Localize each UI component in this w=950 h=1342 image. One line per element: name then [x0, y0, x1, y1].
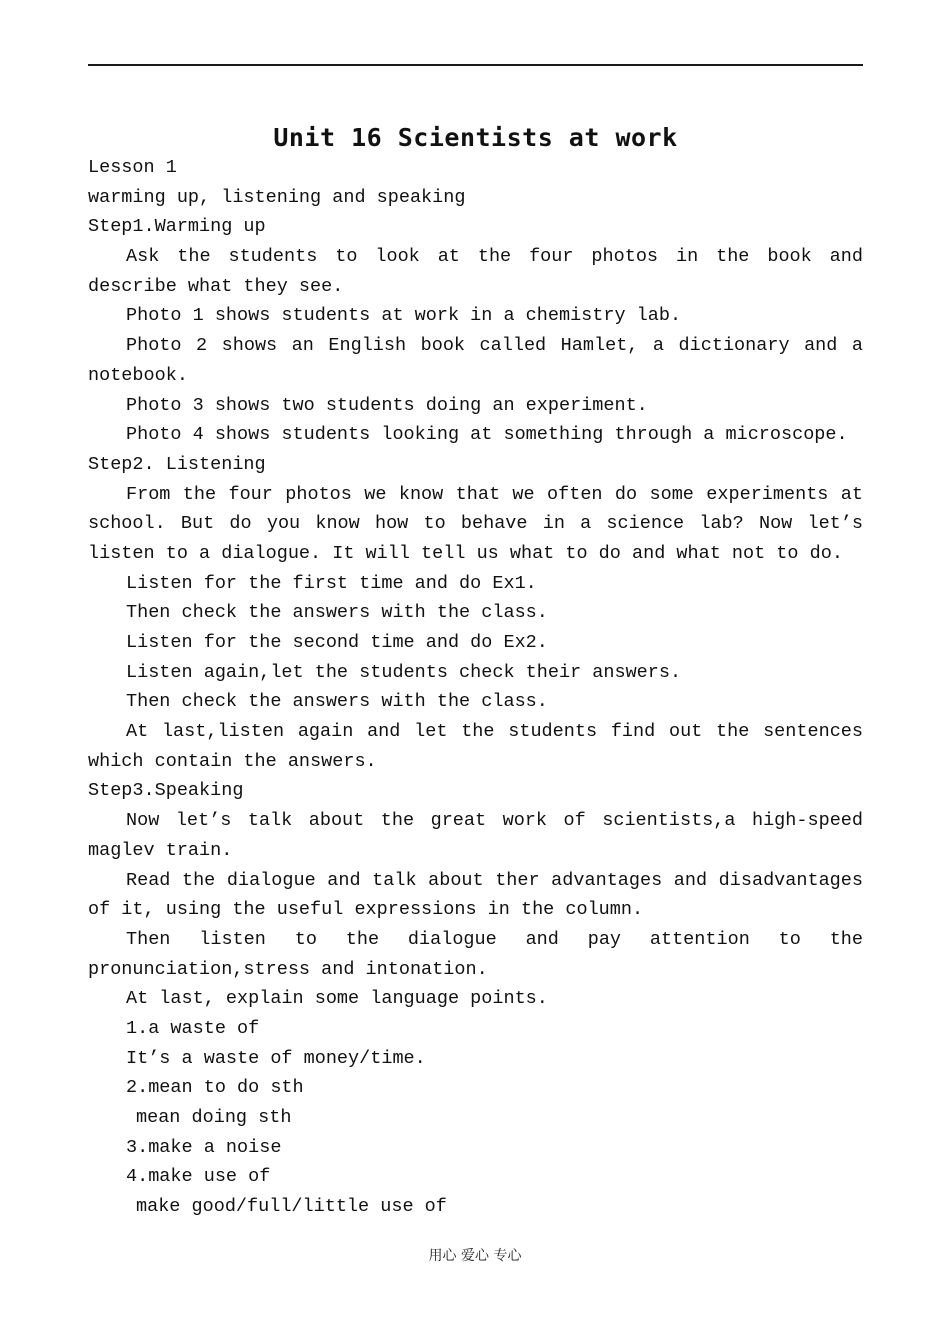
paragraph-line: Listen for the first time and do Ex1. — [126, 572, 537, 594]
paragraph-line: Read the dialogue and talk about ther advantages and disadvantages — [126, 869, 863, 891]
paragraph-line: pronunciation,stress and intonation. — [88, 958, 488, 980]
paragraph-line: notebook. — [88, 364, 188, 386]
paragraph-line: Then check the answers with the class. — [126, 602, 548, 624]
paragraph-line: Listen for the second time and do Ex2. — [126, 632, 548, 653]
paragraph-line: Then listen to the dialogue and pay attention to the — [126, 928, 863, 950]
paragraph-line: At last,listen again and let the students find out the sentences — [126, 721, 863, 743]
language-example: mean doing sth — [136, 1107, 292, 1128]
paragraph-line: listen to a dialogue. It will tell us what to do and what not to do. — [88, 542, 843, 564]
language-example: It’s a waste of money/time. — [126, 1047, 426, 1069]
paragraph-line: Then check the answers with the class. — [126, 691, 548, 713]
paragraph-line: school. But do you know how to behave in a science lab? Now let’s — [88, 513, 863, 535]
header-rule — [88, 64, 863, 66]
lesson-subheading: warming up, listening and speaking — [88, 186, 466, 208]
paragraph-line: Photo 1 shows students at work in a chemistry lab. — [126, 305, 682, 327]
paragraph-line: of it, using the useful expressions in the column. — [88, 899, 644, 921]
language-point: 4.make use of — [126, 1166, 271, 1188]
step2-heading: Step2. Listening — [88, 453, 266, 475]
language-point: 2.mean to do sth — [126, 1077, 304, 1099]
paragraph-line: Ask the students to look at the four photos in the book and — [126, 246, 863, 268]
paragraph-line: Listen again,let the students check their answers. — [126, 661, 682, 683]
language-example: make good/full/little use of — [136, 1196, 447, 1218]
paragraph-line: Photo 2 shows an English book called Hamlet, a dictionary and a — [126, 335, 863, 357]
paragraph-line: At last, explain some language points. — [126, 988, 548, 1010]
paragraph-line: Photo 3 shows two students doing an experiment. — [126, 394, 648, 416]
paragraph-line: which contain the answers. — [88, 750, 377, 772]
step1-heading: Step1.Warming up — [88, 216, 266, 238]
paragraph-line: Photo 4 shows students looking at something through a microscope. — [126, 424, 848, 446]
step3-heading: Step3.Speaking — [88, 780, 244, 802]
document-body — [88, 153, 863, 1222]
paragraph-line: Now let’s talk about the great work of scientists,a high-speed — [126, 810, 863, 832]
lesson-heading: Lesson 1 — [88, 157, 177, 178]
page-footer: 用心 爱心 专心 — [428, 1248, 522, 1264]
paragraph-line: describe what they see. — [88, 275, 344, 297]
language-point: 3.make a noise — [126, 1136, 282, 1158]
paragraph-line: From the four photos we know that we often do some experiments at — [126, 483, 863, 505]
document-title: Unit 16 Scientists at work — [273, 123, 678, 152]
language-point: 1.a waste of — [126, 1017, 260, 1039]
paragraph-line: maglev train. — [88, 839, 233, 861]
